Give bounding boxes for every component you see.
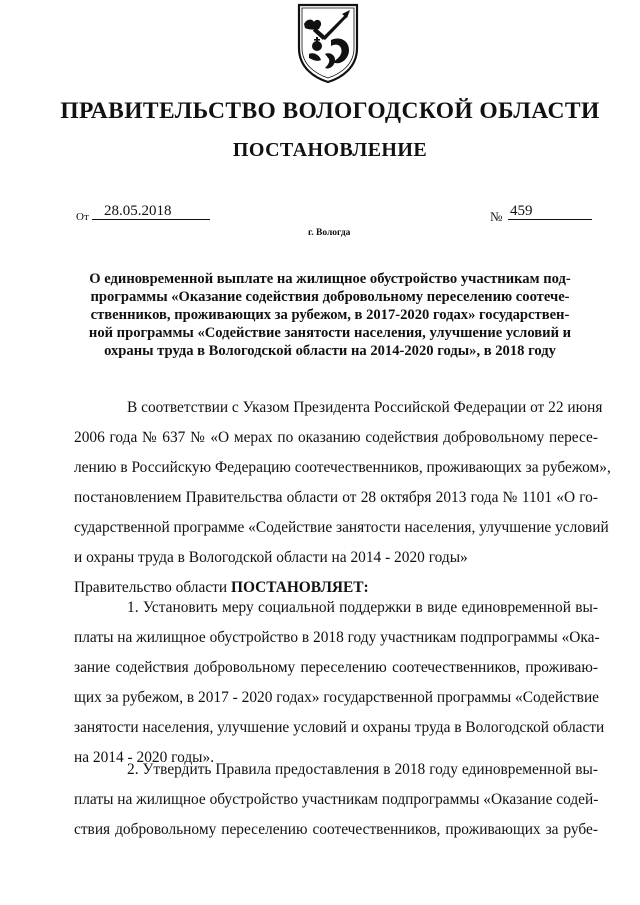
paragraph-line: и охраны труда в Вологодской области на 2014 - 2020 годы» [74,549,468,566]
paragraph-line: В соответствии с Указом Президента Российской Федерации от 22 июня [127,399,603,416]
paragraph-line: платы на жилищное обустройство участникам подпрограммы «Оказание содей- [74,791,599,808]
heading-line: охраны труда в Вологодской области на 2014-2020 годы», в 2018 году [104,343,556,359]
date-label: От [76,211,89,223]
paragraph-line: на 2014 - 2020 годы». [74,749,215,766]
paragraph-line: 1. Установить меру социальной поддержки в виде единовременной вы- [127,599,598,616]
document-date: 28.05.2018 [92,203,210,220]
preamble-paragraph [74,393,611,603]
heading-line: программы «Оказание содействия добровольному переселению соотече- [90,289,570,305]
document-city: г. Вологда [308,228,351,238]
resolves-keyword: ПОСТАНОВЛЯЕТ: [230,579,369,596]
item-1-paragraph [74,593,605,773]
paragraph-line: платы на жилищное обустройство в 2018 году участникам подпрограммы «Ока- [74,629,600,646]
item-2-paragraph [74,755,598,845]
heading-line: ной программы «Содействие занятости населения, улучшение условий и [88,325,572,341]
paragraph-line: постановлением Правительства области от 28 октября 2013 года № 1101 «О го- [74,489,598,506]
government-title: ПРАВИТЕЛЬСТВО ВОЛОГОДСКОЙ ОБЛАСТИ [60,98,600,124]
paragraph-line: 2006 года № 637 № «О мерах по оказанию содействия добровольному пересе- [74,429,598,446]
resolves-prefix: Правительство области [74,579,231,596]
document-type: ПОСТАНОВЛЕНИЕ [232,139,428,161]
document-heading [80,270,580,360]
paragraph-line: зание содействия добровольному переселению соотечественников, проживаю- [74,659,598,676]
paragraph-line: занятости населения, улучшение условий и охраны труда в Вологодской области [74,719,605,736]
paragraph-line: ствия добровольному переселению соотечественников, проживающих за рубе- [74,821,598,838]
document-number: 459 [508,203,592,220]
heading-line: ственников, проживающих за рубежом, в 2017-2020 годах» государствен- [90,307,570,323]
vologda-coat-of-arms-emblem [295,2,361,84]
number-label: № [490,209,503,224]
paragraph-line: щих за рубежом, в 2017 - 2020 годах» государственной программы «Содействие [74,689,600,706]
paragraph-line: сударственной программе «Содействие занятости населения, улучшение условий [74,519,609,536]
paragraph-line: 2. Утвердить Правила предоставления в 2018 году единовременной вы- [127,761,598,778]
heading-line: О единовременной выплате на жилищное обустройство участникам под- [89,271,571,287]
paragraph-line: лению в Российскую Федерацию соотечественников, проживающих за рубежом», [74,459,611,476]
